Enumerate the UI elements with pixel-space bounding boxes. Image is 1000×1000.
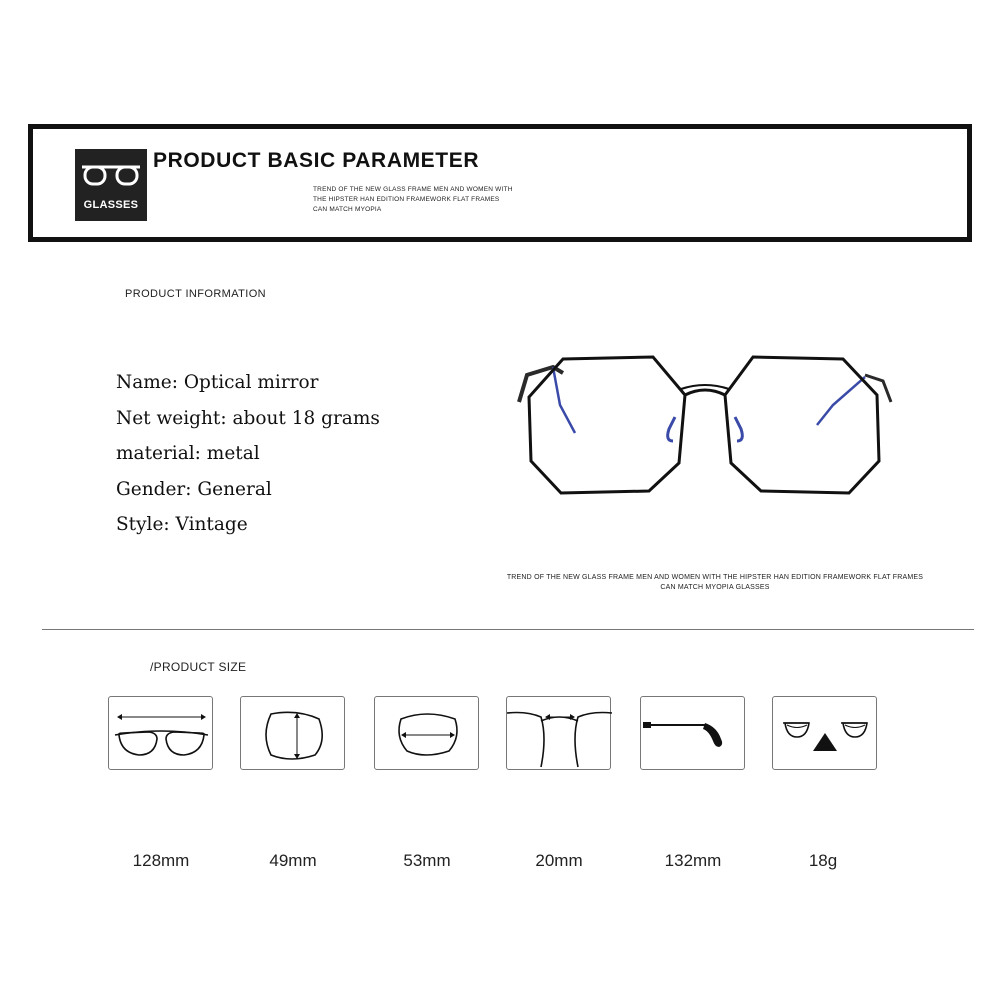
temple-length-icon [641, 697, 746, 771]
size-box-lens-width [374, 696, 479, 770]
size-value-weight: 18g [808, 851, 838, 870]
bridge-width-icon [507, 697, 612, 771]
size-box-bridge-width [506, 696, 611, 770]
spec-style: Style: Vintage [116, 514, 248, 535]
size-value-temple-length: 132mm [664, 851, 722, 870]
glasses-product-image [505, 345, 905, 505]
logo-text: GLASSES [83, 199, 139, 211]
weight-icon [773, 697, 878, 771]
frame-width-icon [109, 697, 214, 771]
page-title: PRODUCT BASIC PARAMETER [153, 149, 480, 172]
glasses-logo-icon [79, 157, 143, 197]
spec-gender: Gender: General [116, 478, 272, 500]
lens-width-icon [375, 697, 480, 771]
size-value-lens-height: 49mm [269, 851, 317, 870]
size-box-temple-length [640, 696, 745, 770]
size-value-bridge-width: 20mm [535, 851, 583, 870]
size-box-weight [772, 696, 877, 770]
size-value-frame-width: 128mm [132, 851, 190, 870]
spec-list [116, 369, 380, 547]
glasses-logo [75, 149, 147, 221]
section-divider [42, 629, 974, 630]
product-image-caption: TREND OF THE NEW GLASS FRAME MEN AND WOMEN WITH THE HIPSTER HAN EDITION FRAMEWORK FLAT FRAMES CAN MATCH MYOPIA GLASSES [506, 574, 924, 591]
size-value-lens-width: 53mm [403, 851, 451, 870]
header-subtitle: TREND OF THE NEW GLASS FRAME MEN AND WOMEN WITH THE HIPSTER HAN EDITION FRAMEWORK FLAT FRAMES CAN MATCH MYOPIA [313, 186, 513, 213]
spec-weight: Net weight: about 18 grams [116, 407, 380, 429]
lens-height-icon [241, 697, 346, 771]
spec-material: material: metal [116, 443, 260, 464]
size-box-lens-height [240, 696, 345, 770]
product-size-heading: /PRODUCT SIZE [150, 660, 247, 674]
size-box-frame-width [108, 696, 213, 770]
product-information-heading: PRODUCT INFORMATION [125, 288, 267, 300]
header-banner [28, 124, 972, 242]
spec-name: Name: Optical mirror [116, 372, 319, 393]
